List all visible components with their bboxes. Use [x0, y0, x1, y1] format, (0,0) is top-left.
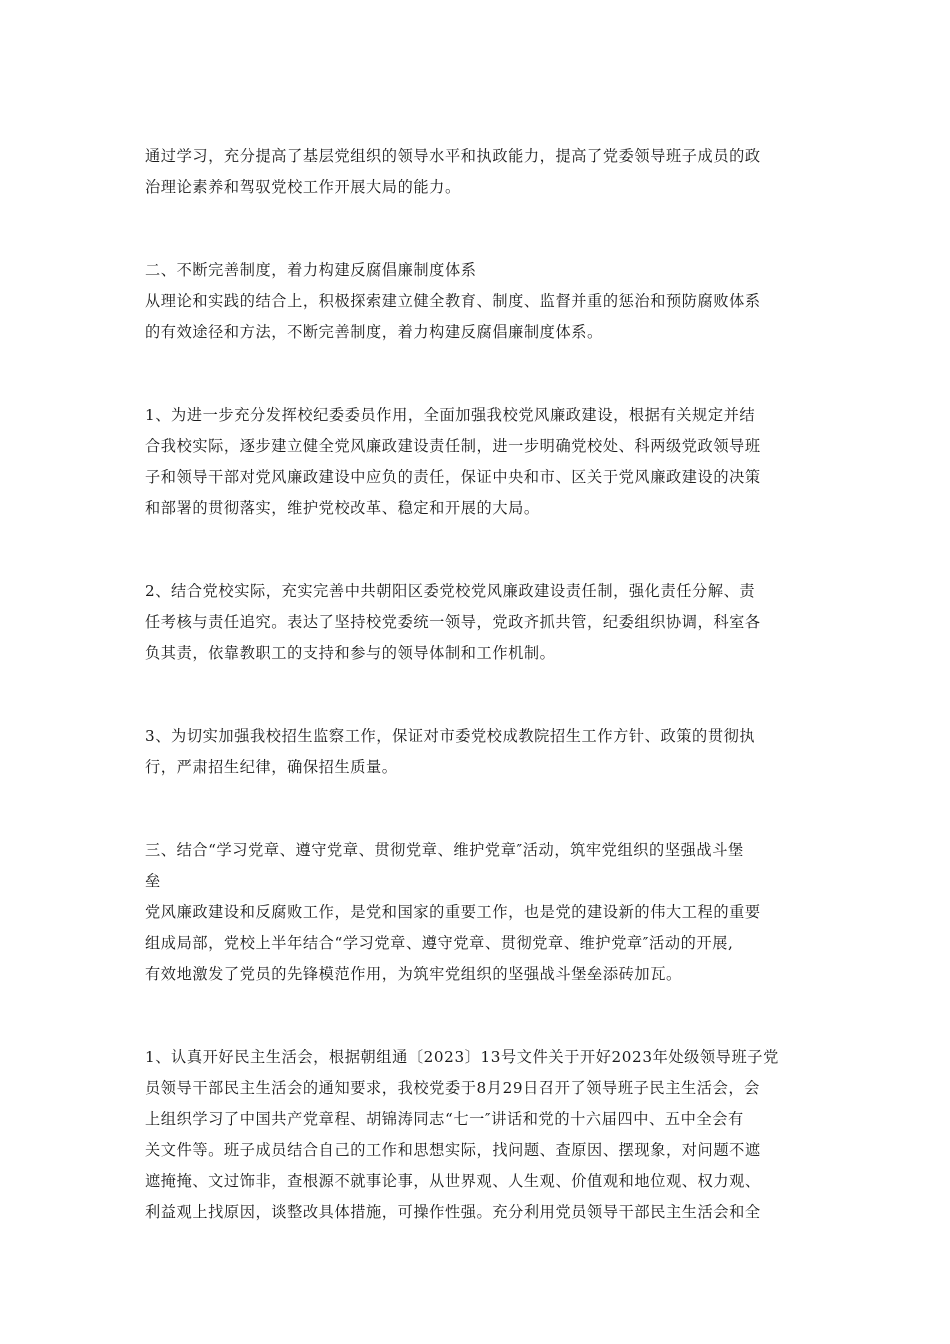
text-line: 从理论和实践的结合上，积极探索建立健全教育、制度、监督并重的惩治和预防腐败体系 — [145, 292, 761, 310]
text-line: 负其责，依靠教职工的支持和参与的领导体制和工作机制。 — [145, 644, 556, 662]
text-line: 2、结合党校实际，充实完善中共朝阳区委党校党风廉政建设责任制，强化责任分解、责 — [145, 582, 756, 600]
item-three-1 — [145, 1042, 805, 1228]
paragraph-gap — [145, 348, 805, 400]
item-two-2 — [145, 576, 805, 669]
paragraph-gap — [145, 669, 805, 721]
text-line: 遮掩掩、文过饰非，查根源不就事论事，从世界观、人生观、价值观和地位观、权力观、 — [145, 1172, 761, 1190]
text-line: 组成局部，党校上半年结合“学习党章、遵守党章、贯彻党章、维护党章″活动的开展, — [145, 934, 734, 952]
text-line: 上组织学习了中国共产党章程、胡锦涛同志“七一″讲话和党的十六届四中、五中全会有 — [145, 1110, 744, 1128]
text-line: 治理论素养和驾驭党校工作开展大局的能力。 — [145, 178, 461, 196]
paragraph-gap — [145, 524, 805, 576]
item-two-1 — [145, 400, 805, 524]
text-line: 子和领导干部对党风廉政建设中应负的责任，保证中央和市、区关于党风廉政建设的决策 — [145, 468, 761, 486]
text-line: 有效地激发了党员的先锋模范作用，为筑牢党组织的坚强战斗堡垒添砖加瓦。 — [145, 965, 682, 983]
section-heading: 三、结合“学习党章、遵守党章、贯彻党章、维护党章″活动，筑牢党组织的坚强战斗堡 — [145, 841, 744, 859]
section-heading-continued: 垒 — [145, 872, 161, 890]
text-line: 关文件等。班子成员结合自己的工作和思想实际，找问题、查原因、摆现象，对问题不遮 — [145, 1141, 761, 1159]
text-line: 3、为切实加强我校招生监察工作，保证对市委党校成教院招生工作方针、政策的贯彻执 — [145, 727, 756, 745]
section-heading: 二、不断完善制度，着力构建反腐倡廉制度体系 — [145, 261, 477, 279]
paragraph-study-summary — [145, 141, 805, 203]
text-line: 的有效途径和方法，不断完善制度，着力构建反腐倡廉制度体系。 — [145, 323, 603, 341]
text-line: 1、认真开好民主生活会，根据朝组通〔2023〕13号文件关于开好2023年处级领导班子党 — [145, 1048, 779, 1066]
text-line: 员领导干部民主生活会的通知要求，我校党委于8月29日召开了领导班子民主生活会，会 — [145, 1079, 760, 1097]
text-line: 行，严肃招生纪律，确保招生质量。 — [145, 758, 398, 776]
text-line: 通过学习，充分提高了基层党组织的领导水平和执政能力，提高了党委领导班子成员的政 — [145, 147, 761, 165]
item-two-3 — [145, 721, 805, 783]
paragraph-gap — [145, 203, 805, 255]
text-line: 党风廉政建设和反腐败工作，是党和国家的重要工作，也是党的建设新的伟大工程的重要 — [145, 903, 761, 921]
text-line: 任考核与责任追究。表达了坚持校党委统一领导，党政齐抓共管，纪委组织协调，科室各 — [145, 613, 761, 631]
document-body — [145, 141, 805, 1228]
text-line: 1、为进一步充分发挥校纪委委员作用，全面加强我校党风廉政建设，根据有关规定并结 — [145, 406, 756, 424]
paragraph-gap — [145, 783, 805, 835]
text-line: 合我校实际，逐步建立健全党风廉政建设责任制，进一步明确党校处、科两级党政领导班 — [145, 437, 761, 455]
text-line: 利益观上找原因，谈整改具体措施，可操作性强。充分利用党员领导干部民主生活会和全 — [145, 1203, 761, 1221]
text-line: 和部署的贯彻落实，维护党校改革、稳定和开展的大局。 — [145, 499, 540, 517]
section-three — [145, 835, 805, 990]
section-two — [145, 255, 805, 348]
paragraph-gap — [145, 990, 805, 1042]
